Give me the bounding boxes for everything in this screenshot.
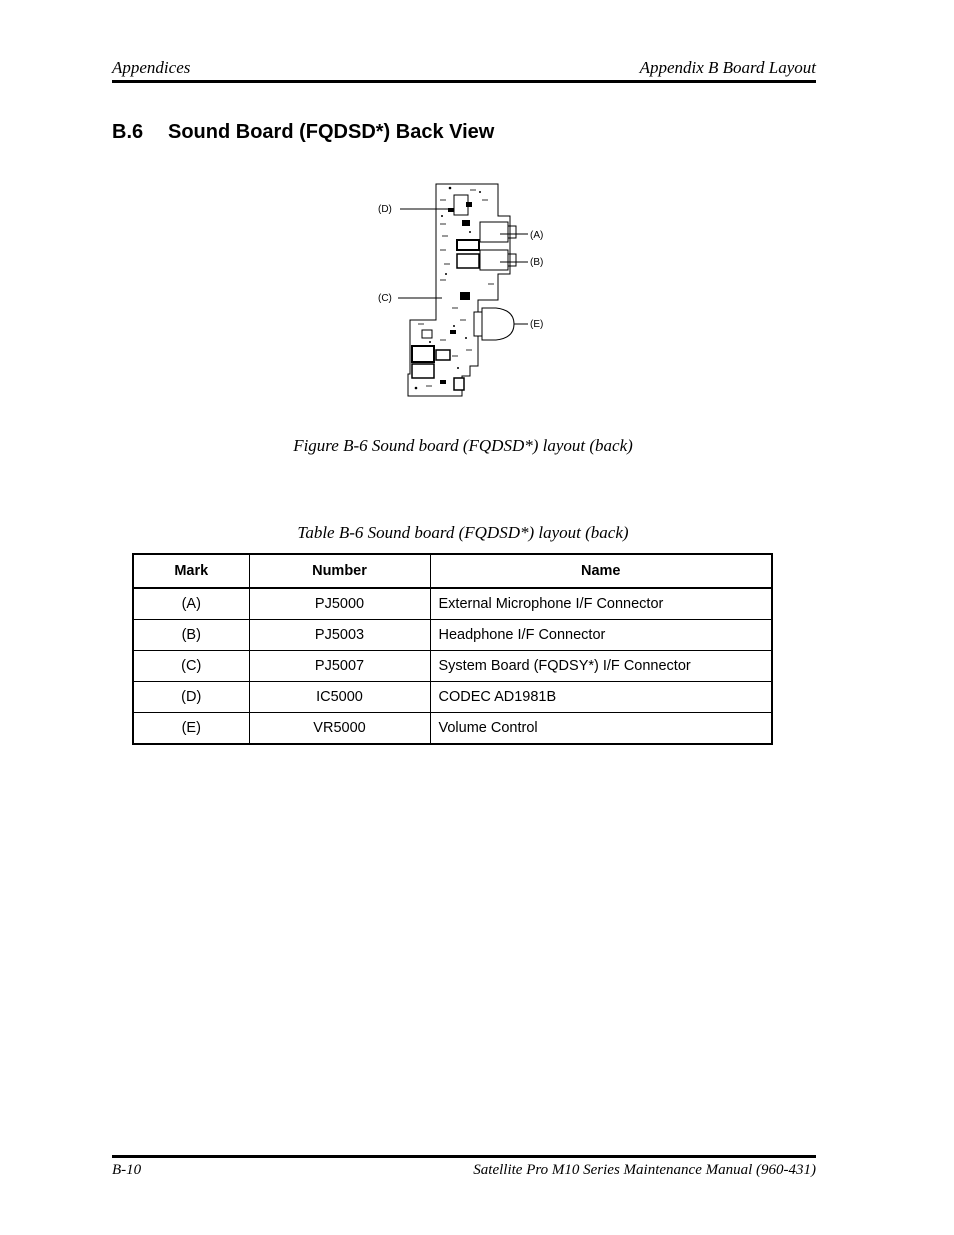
mark-cell: (A) xyxy=(133,588,249,620)
table-caption-text: Table B-6 Sound board (FQDSD*) layout (back) xyxy=(297,523,629,542)
table-row xyxy=(133,620,772,651)
connector-a-body xyxy=(480,222,508,242)
section-title: Sound Board (FQDSD*) Back View xyxy=(168,121,495,143)
number-cell: PJ5003 xyxy=(249,620,430,651)
board-layout-table xyxy=(132,553,773,745)
table-row xyxy=(133,682,772,713)
name-cell: Volume Control xyxy=(430,713,772,745)
number-cell: VR5000 xyxy=(249,713,430,745)
page-number: B-10 xyxy=(112,1162,142,1178)
table-row xyxy=(133,651,772,682)
page-footer xyxy=(112,1155,816,1182)
table-row xyxy=(133,588,772,620)
page-header xyxy=(112,56,816,83)
name-cell: Headphone I/F Connector xyxy=(430,620,772,651)
callout-label-d: (D) xyxy=(378,204,392,215)
mark-cell: (C) xyxy=(133,651,249,682)
header-appendix-title: Appendix B Board Layout xyxy=(639,58,816,77)
callout-label-c: (C) xyxy=(378,293,392,304)
board-layout-figure xyxy=(370,180,560,400)
volume-control-body xyxy=(482,308,514,340)
header-section-name: Appendices xyxy=(112,58,191,77)
mark-cell: (D) xyxy=(133,682,249,713)
callout-label-e: (E) xyxy=(530,319,544,330)
mark-cell: (E) xyxy=(133,713,249,745)
callout-label-a: (A) xyxy=(530,230,544,241)
name-cell: External Microphone I/F Connector xyxy=(430,588,772,620)
figure-caption xyxy=(0,436,954,456)
sound-board-diagram xyxy=(370,180,560,400)
table-header-row xyxy=(133,554,772,588)
table-caption xyxy=(0,523,954,543)
connector-b-body xyxy=(480,250,508,270)
column-header-number: Number xyxy=(249,554,430,588)
name-cell: CODEC AD1981B xyxy=(430,682,772,713)
callout-label-b: (B) xyxy=(530,257,544,268)
mark-cell: (B) xyxy=(133,620,249,651)
column-header-mark: Mark xyxy=(133,554,249,588)
number-cell: IC5000 xyxy=(249,682,430,713)
number-cell: PJ5007 xyxy=(249,651,430,682)
number-cell: PJ5000 xyxy=(249,588,430,620)
table-row xyxy=(133,713,772,745)
manual-title: Satellite Pro M10 Series Maintenance Manual (960-431) xyxy=(473,1162,816,1178)
name-cell: System Board (FQDSY*) I/F Connector xyxy=(430,651,772,682)
section-number: B.6 xyxy=(112,121,144,143)
figure-caption-text: Figure B-6 Sound board (FQDSD*) layout (back) xyxy=(293,436,633,455)
section-heading xyxy=(112,121,494,144)
column-header-name: Name xyxy=(430,554,772,588)
